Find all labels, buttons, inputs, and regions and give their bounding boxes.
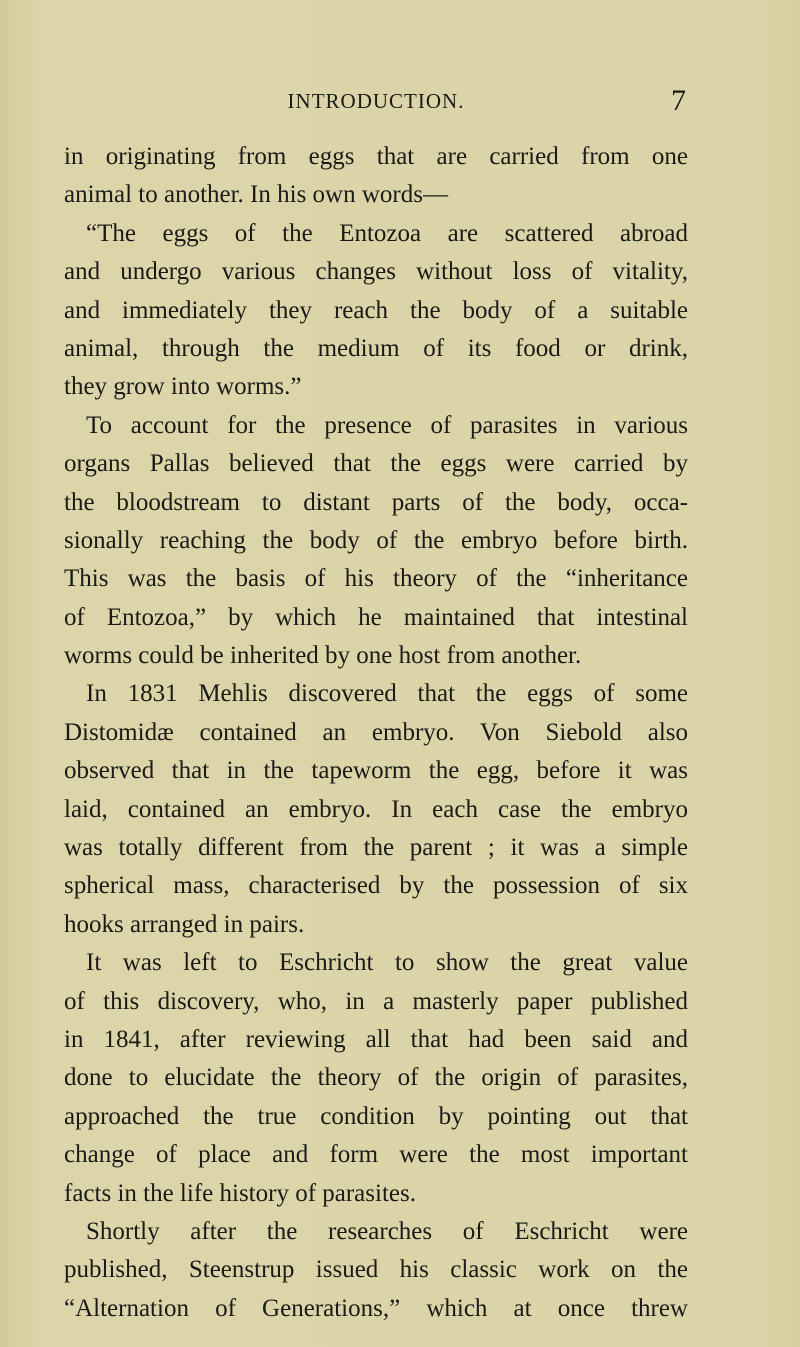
text-line: worms could be inherited by one host from another. <box>64 642 582 670</box>
text-line: Shortly after the researches of Eschricht were <box>86 1217 688 1245</box>
running-head: INTRODUCTION. <box>287 89 465 113</box>
text-line: In 1831 Mehlis discovered that the eggs of some <box>86 680 688 708</box>
text-line: This was the basis of his theory of the “inheritance <box>64 565 688 593</box>
text-line: in 1841, after reviewing all that had been said and <box>64 1025 688 1053</box>
text-line: was totally different from the parent ; it was a simple <box>64 834 688 862</box>
text-line: laid, contained an embryo. In each case the embryo <box>64 795 688 823</box>
text-line: in originating from eggs that are carried from one <box>64 143 688 170</box>
text-line: approached the true condition by pointing out that <box>64 1102 688 1130</box>
text-line: they grow into worms.” <box>64 373 302 401</box>
text-line: organs Pallas believed that the eggs were carried by <box>64 450 688 478</box>
text-line: the bloodstream to distant parts of the body, occa- <box>64 488 688 516</box>
text-line: spherical mass, characterised by the possession of six <box>64 872 688 900</box>
text-line: of this discovery, who, in a masterly paper published <box>64 987 688 1015</box>
text-line: done to elucidate the theory of the origin of parasites, <box>64 1064 688 1092</box>
text-line: animal, through the medium of its food or drink, <box>64 334 688 362</box>
text-line: and immediately they reach the body of a suitable <box>64 296 688 324</box>
text-line: Distomidæ contained an embryo. Von Siebold also <box>64 718 688 746</box>
text-line: facts in the life history of parasites. <box>64 1179 416 1207</box>
text-line: of Entozoa,” by which he maintained that intestinal <box>64 603 688 631</box>
text-line: hooks arranged in pairs. <box>64 910 305 938</box>
body-text <box>64 138 688 1328</box>
page-number: 7 <box>671 84 686 117</box>
text-line: published, Steenstrup issued his classic work on the <box>64 1256 688 1284</box>
text-line: “Alternation of Generations,” which at once threw <box>64 1294 688 1322</box>
text-line: “The eggs of the Entozoa are scattered abroad <box>86 219 688 247</box>
page-header <box>66 86 686 116</box>
text-line: It was left to Eschricht to show the great value <box>86 949 688 977</box>
text-line: and undergo various changes without loss of vitality, <box>64 258 688 286</box>
text-line: sionally reaching the body of the embryo before birth. <box>64 526 688 554</box>
text-line: To account for the presence of parasites in various <box>86 411 688 439</box>
text-line: animal to another. In his own words— <box>64 181 448 209</box>
text-line: observed that in the tapeworm the egg, before it was <box>64 757 688 785</box>
text-line: change of place and form were the most important <box>64 1141 688 1169</box>
